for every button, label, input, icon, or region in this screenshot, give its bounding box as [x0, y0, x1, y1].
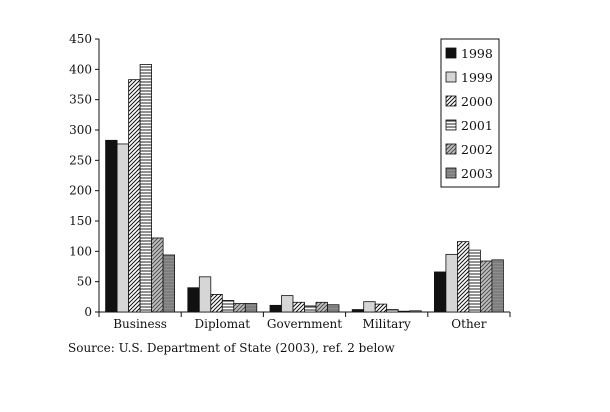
- bar-other-1999: [446, 254, 458, 312]
- y-tick-label: 300: [69, 123, 92, 137]
- bar-business-2002: [152, 238, 164, 312]
- legend-swatch: [446, 48, 456, 58]
- legend-box: [441, 39, 499, 187]
- legend-swatch: [446, 144, 456, 154]
- bar-other-2003: [492, 260, 504, 312]
- y-tick-label: 0: [84, 305, 92, 319]
- bar-diplomat-2000: [211, 294, 223, 312]
- bar-other-2001: [469, 250, 481, 312]
- legend-label: 2003: [461, 166, 493, 181]
- bar-diplomat-1998: [188, 288, 200, 312]
- x-tick-label: Business: [113, 317, 167, 331]
- legend-swatch: [446, 96, 456, 106]
- bar-other-2002: [480, 261, 492, 312]
- bar-government-2000: [293, 302, 305, 312]
- y-tick-label: 150: [69, 214, 92, 228]
- legend-label: 1998: [461, 46, 493, 61]
- bar-military-2000: [375, 304, 387, 312]
- bar-military-1999: [364, 302, 376, 312]
- legend-label: 1999: [461, 70, 493, 85]
- bar-government-1998: [270, 305, 282, 312]
- x-tick-label: Government: [266, 317, 343, 331]
- legend-swatch: [446, 120, 456, 130]
- legend-swatch: [446, 168, 456, 178]
- bar-government-2002: [316, 302, 328, 312]
- bar-military-2001: [387, 310, 399, 312]
- y-tick-label: 200: [69, 183, 92, 198]
- bar-business-2001: [140, 64, 152, 312]
- y-tick-label: 100: [69, 244, 92, 259]
- source-note: Source: U.S. Department of State (2003), ref. 2 below: [68, 341, 395, 355]
- bar-government-1999: [282, 296, 294, 312]
- bar-other-1998: [434, 272, 446, 312]
- x-tick-label: Diplomat: [194, 317, 251, 331]
- bar-business-1999: [117, 144, 129, 312]
- legend: [441, 39, 499, 187]
- y-tick-label: 350: [69, 92, 92, 107]
- legend-label: 2001: [461, 118, 493, 133]
- bar-other-2000: [457, 242, 469, 312]
- bar-diplomat-2001: [222, 300, 234, 312]
- legend-swatch: [446, 72, 456, 82]
- bar-military-2003: [410, 311, 422, 312]
- y-tick-label: 400: [69, 62, 92, 77]
- bar-diplomat-1999: [199, 277, 211, 312]
- legend-label: 2002: [461, 142, 493, 157]
- bar-government-2001: [305, 306, 317, 312]
- legend-label: 2000: [461, 94, 493, 109]
- y-tick-label: 250: [69, 153, 92, 168]
- bar-business-2003: [163, 255, 175, 312]
- y-tick-label: 450: [69, 32, 92, 46]
- bar-government-2003: [328, 305, 340, 312]
- bar-military-2002: [398, 311, 410, 312]
- y-tick-label: 50: [76, 274, 92, 289]
- bar-diplomat-2003: [245, 304, 256, 312]
- x-tick-label: Military: [362, 317, 411, 331]
- bar-diplomat-2002: [234, 304, 246, 312]
- bar-business-2000: [129, 80, 141, 312]
- x-tick-label: Other: [451, 317, 487, 331]
- bar-business-1998: [106, 140, 118, 312]
- bar-military-1998: [352, 310, 364, 312]
